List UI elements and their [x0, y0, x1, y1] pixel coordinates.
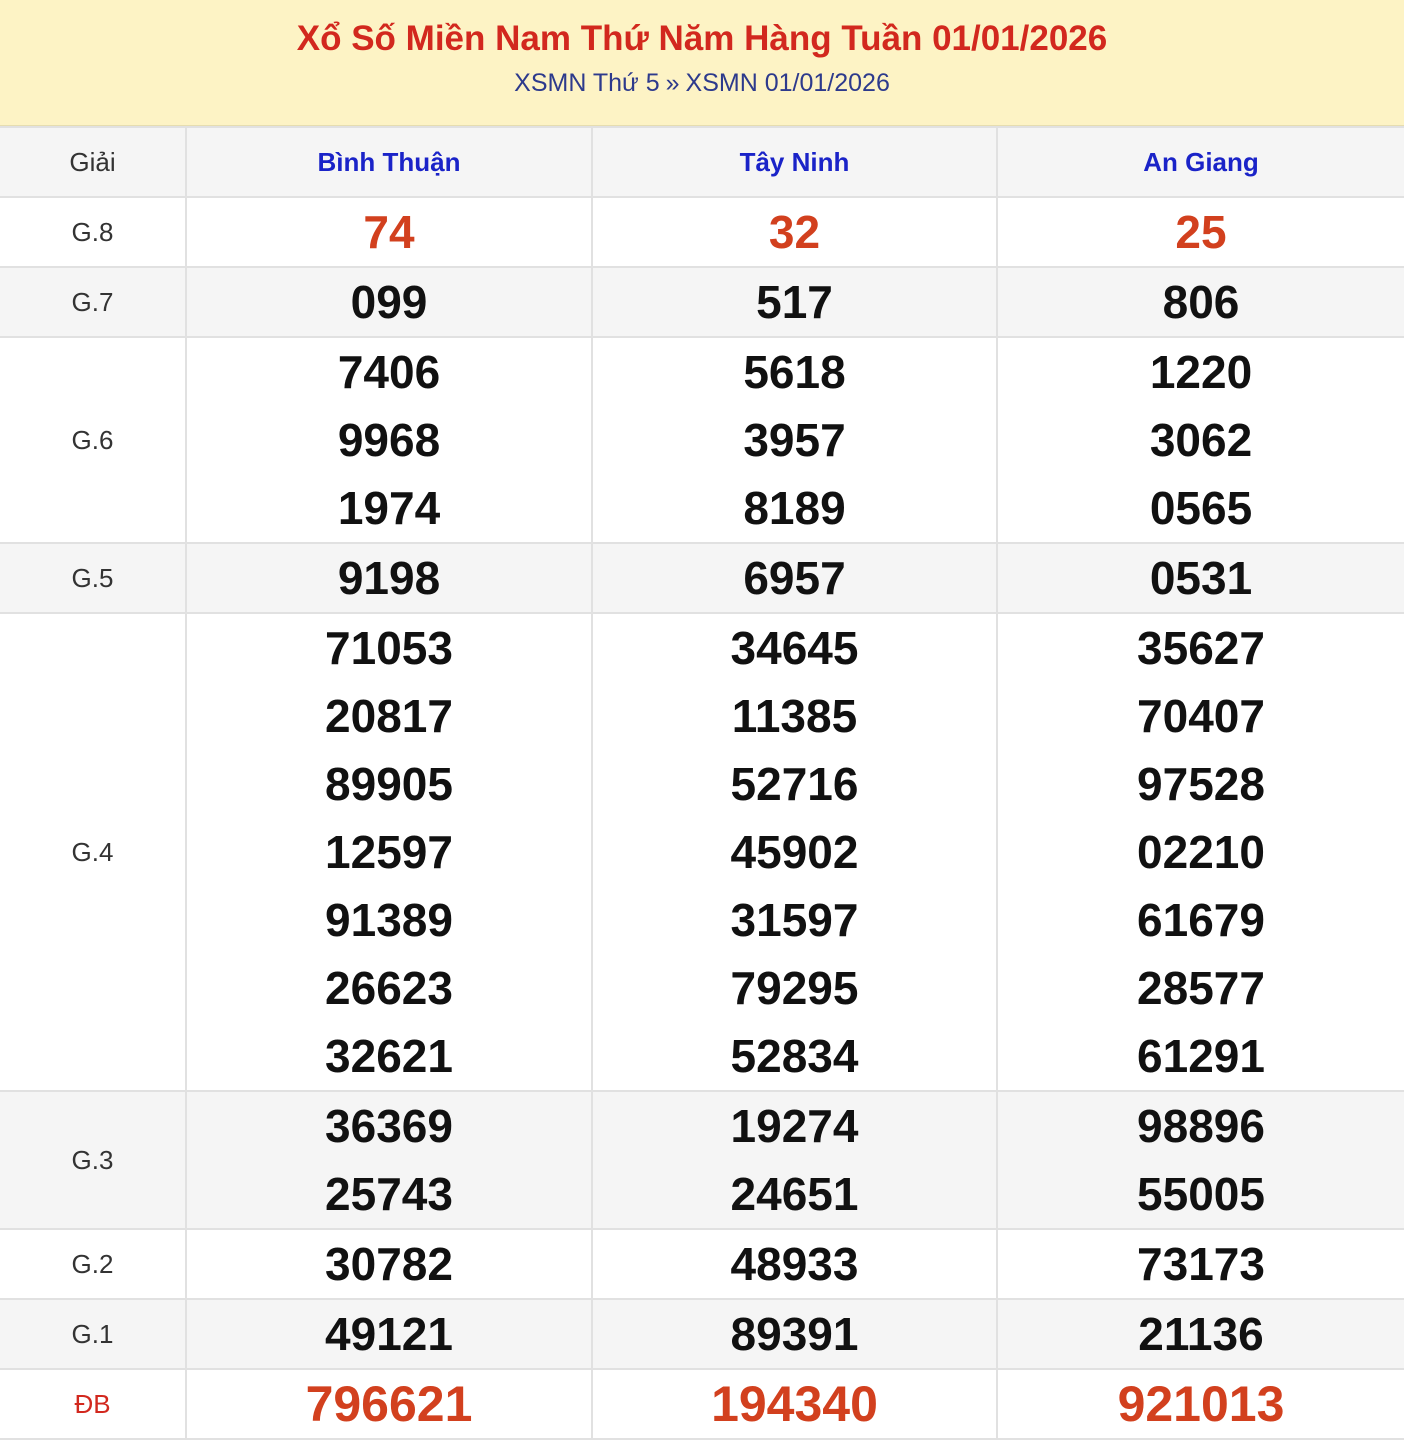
lottery-number: 49121	[325, 1308, 453, 1360]
prize-label: G.6	[0, 337, 186, 543]
result-cell	[186, 1091, 592, 1229]
lottery-number: 24651	[730, 1168, 859, 1220]
result-cell	[997, 1091, 1404, 1229]
result-cell	[186, 267, 592, 337]
breadcrumb-separator: »	[665, 69, 680, 97]
page-title: Xổ Số Miền Nam Thứ Năm Hàng Tuần 01/01/2026	[296, 19, 1108, 58]
result-cell	[592, 1091, 997, 1229]
lottery-number: 11385	[731, 690, 858, 742]
lottery-number: 91389	[325, 894, 453, 946]
result-cell	[592, 337, 997, 543]
lottery-number: 5618	[743, 346, 846, 398]
result-cell	[186, 337, 592, 543]
lottery-number: 52716	[730, 758, 859, 810]
table-row	[0, 267, 1404, 337]
prize-label: G.7	[0, 267, 186, 337]
lottery-number: 98896	[1137, 1100, 1265, 1152]
lottery-number: 0531	[1149, 552, 1253, 604]
lottery-number: 61291	[1137, 1030, 1265, 1082]
lottery-number: 45902	[730, 826, 859, 878]
lottery-number: 25	[1175, 206, 1227, 258]
result-cell	[592, 543, 997, 613]
lottery-number: 89391	[730, 1308, 859, 1360]
lottery-number: 55005	[1137, 1168, 1265, 1220]
lottery-number: 517	[756, 276, 833, 328]
table-row	[0, 197, 1404, 267]
table-row	[0, 1299, 1404, 1369]
breadcrumb-link-date[interactable]: XSMN 01/01/2026	[685, 69, 890, 97]
lottery-number: 61679	[1137, 894, 1265, 946]
lottery-number: 20817	[325, 690, 453, 742]
lottery-number: 1974	[337, 482, 441, 534]
lottery-number: 3957	[743, 414, 846, 466]
result-cell	[592, 613, 997, 1091]
result-cell	[997, 1229, 1404, 1299]
lottery-number: 1220	[1149, 346, 1253, 398]
lottery-number: 48933	[730, 1238, 859, 1290]
lottery-number: 6957	[743, 552, 846, 604]
lottery-number: 02210	[1137, 826, 1265, 878]
result-cell	[997, 543, 1404, 613]
result-cell	[997, 337, 1404, 543]
prize-label: G.1	[0, 1299, 186, 1369]
result-cell	[186, 197, 592, 267]
province-header-an-giang[interactable]: An Giang	[997, 127, 1404, 197]
table-row	[0, 1091, 1404, 1229]
result-cell	[997, 613, 1404, 1091]
lottery-number: 73173	[1137, 1238, 1265, 1290]
result-cell	[186, 1369, 592, 1439]
result-cell	[997, 197, 1404, 267]
lottery-number: 796621	[305, 1376, 473, 1432]
page-header	[0, 0, 1404, 126]
province-header-tay-ninh[interactable]: Tây Ninh	[592, 127, 997, 197]
table-header-row	[0, 127, 1404, 197]
lottery-number: 71053	[325, 622, 453, 674]
lottery-number: 12597	[325, 826, 453, 878]
lottery-number: 21136	[1138, 1308, 1264, 1360]
result-cell	[592, 197, 997, 267]
result-cell	[997, 267, 1404, 337]
lottery-number: 34645	[730, 622, 859, 674]
lottery-number: 9968	[337, 414, 441, 466]
lottery-number: 36369	[325, 1100, 453, 1152]
lottery-number: 8189	[743, 482, 846, 534]
table-row	[0, 337, 1404, 543]
lottery-number: 97528	[1137, 758, 1265, 810]
lottery-number: 32	[768, 206, 821, 258]
lottery-number: 52834	[730, 1030, 859, 1082]
prize-label: G.3	[0, 1091, 186, 1229]
prize-column-header: Giải	[0, 127, 186, 197]
result-cell	[592, 1299, 997, 1369]
prize-label: G.4	[0, 613, 186, 1091]
results-table	[0, 126, 1404, 1440]
table-row	[0, 543, 1404, 613]
lottery-number: 7406	[337, 346, 441, 398]
result-cell	[997, 1299, 1404, 1369]
result-cell	[592, 1369, 997, 1439]
lottery-number: 3062	[1149, 414, 1253, 466]
result-cell	[186, 1229, 592, 1299]
breadcrumb-link-weekday[interactable]: XSMN Thứ 5	[514, 69, 660, 97]
breadcrumb	[0, 68, 1404, 98]
lottery-number: 35627	[1137, 622, 1265, 674]
lottery-number: 32621	[325, 1030, 453, 1082]
prize-label: G.8	[0, 197, 186, 267]
lottery-number: 19274	[730, 1100, 859, 1152]
lottery-number: 099	[350, 276, 428, 328]
lottery-number: 74	[363, 206, 415, 258]
table-row	[0, 613, 1404, 1091]
prize-label: G.5	[0, 543, 186, 613]
table-row	[0, 1369, 1404, 1439]
result-cell	[186, 613, 592, 1091]
result-cell	[186, 543, 592, 613]
lottery-number: 25743	[325, 1168, 453, 1220]
result-cell	[592, 267, 997, 337]
lottery-number: 28577	[1137, 962, 1265, 1014]
result-cell	[186, 1299, 592, 1369]
lottery-number: 89905	[325, 758, 453, 810]
lottery-number: 30782	[325, 1238, 453, 1290]
lottery-number: 79295	[730, 962, 859, 1014]
lottery-number: 26623	[325, 962, 453, 1014]
lottery-number: 194340	[711, 1376, 878, 1432]
province-header-binh-thuan[interactable]: Bình Thuận	[186, 127, 592, 197]
lottery-number: 0565	[1149, 482, 1253, 534]
table-row	[0, 1229, 1404, 1299]
lottery-number: 31597	[730, 894, 859, 946]
prize-label: ĐB	[0, 1369, 186, 1439]
prize-label: G.2	[0, 1229, 186, 1299]
lottery-number: 70407	[1137, 690, 1265, 742]
lottery-number: 921013	[1117, 1376, 1285, 1432]
result-cell	[997, 1369, 1404, 1439]
result-cell	[592, 1229, 997, 1299]
lottery-number: 806	[1162, 276, 1240, 328]
lottery-number: 9198	[337, 552, 441, 604]
